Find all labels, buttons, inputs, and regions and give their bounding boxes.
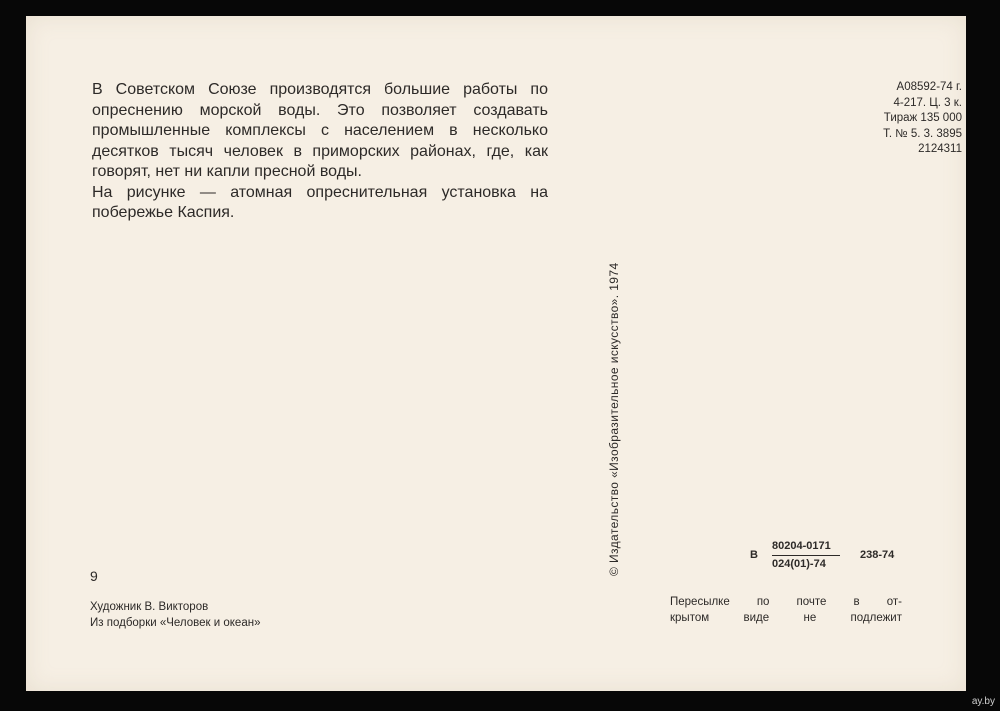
description-text (92, 80, 548, 224)
imprint-block (780, 80, 962, 158)
catalog-suffix: 238-74 (860, 549, 895, 561)
catalog-code (750, 540, 910, 580)
catalog-letter: В (750, 549, 758, 561)
postal-note-line: крытом виде не подлежит (670, 611, 902, 624)
imprint-line: 2124311 (918, 143, 962, 155)
imprint-line: Т. № 5. 3. 3895 (883, 127, 962, 140)
imprint-line: 4-217. Ц. 3 к. (893, 96, 962, 109)
postal-note-line: Пересылке по почте в от- (670, 596, 902, 608)
description-paragraph: В Советском Союзе производятся большие работы по опреснению морской воды. Это позволяет создавать промышленные комплексы с населением в несколько десятков тысяч человек в приморских районах, где, как говорят, нет ни капли пресной воды. (92, 81, 548, 180)
collection-credit: Из подборки «Человек и океан» (90, 616, 261, 629)
imprint-line: А08592-74 г. (896, 81, 962, 93)
fraction-line (772, 555, 840, 556)
catalog-numerator: 80204-0171 (772, 540, 831, 552)
description-paragraph: На рисунке — атомная опреснительная установка на побережье Каспия. (92, 183, 548, 221)
postcard-back (26, 16, 966, 691)
watermark: ay.by (971, 696, 995, 707)
publisher-line: © Издательство «Изобразительное искусство». 1974 (607, 262, 621, 576)
catalog-denominator: 024(01)-74 (772, 558, 826, 570)
postal-note (670, 595, 902, 626)
credits (90, 600, 390, 631)
page-number: 9 (90, 568, 98, 584)
imprint-line: Тираж 135 000 (883, 112, 962, 124)
artist-credit: Художник В. Викторов (90, 601, 209, 613)
